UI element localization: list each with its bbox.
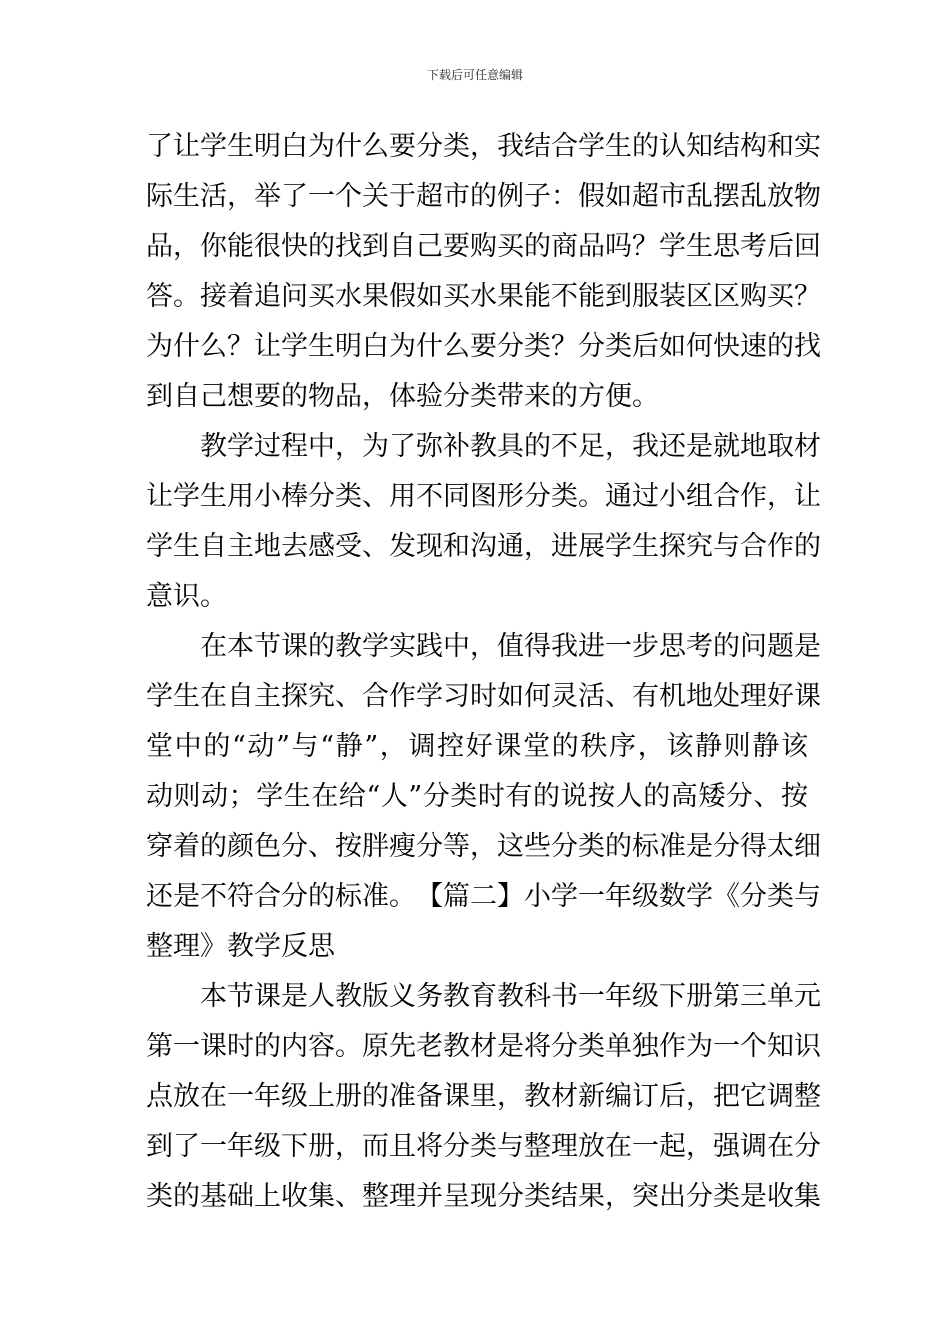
text-line: 教学过程中，为了弥补教具的不足，我还是就地取材	[200, 431, 821, 462]
text-line: 第一课时的内容。原先老教材是将分类单独作为一个知识	[146, 1031, 821, 1062]
text-line: 学生在自主探究、合作学习时如何灵活、有机地处理好课	[146, 681, 821, 712]
text-line: 意识。	[146, 581, 227, 612]
text-line: 了让学生明白为什么要分类，我结合学生的认知结构和实	[146, 131, 821, 162]
text-line: 堂中的“动”与“静”，调控好课堂的秩序，该静则静该	[146, 731, 808, 762]
text-line: 为什么？让学生明白为什么要分类？分类后如何快速的找	[146, 331, 821, 362]
text-line: 让学生用小棒分类、用不同图形分类。通过小组合作，让	[146, 481, 821, 512]
text-line: 在本节课的教学实践中，值得我进一步思考的问题是	[200, 631, 821, 662]
body-text	[146, 122, 821, 1222]
text-line: 品，你能很快的找到自己要购买的商品吗？学生思考后回	[146, 231, 821, 262]
text-line: 整理》教学反思	[146, 931, 335, 962]
header-note: 下载后可任意编辑	[426, 68, 523, 82]
text-line: 动则动；学生在给“人”分类时有的说按人的高矮分、按	[146, 781, 808, 812]
text-line: 学生自主地去感受、发现和沟通，进展学生探究与合作的	[146, 531, 821, 562]
text-line: 到了一年级下册，而且将分类与整理放在一起，强调在分	[146, 1131, 821, 1162]
text-line: 类的基础上收集、整理并呈现分类结果，突出分类是收集	[146, 1181, 821, 1212]
text-line: 穿着的颜色分、按胖瘦分等，这些分类的标准是分得太细	[146, 831, 821, 862]
text-line: 还是不符合分的标准。 【篇二】小学一年级数学《分类与	[146, 881, 821, 912]
text-line: 际生活，举了一个关于超市的例子：假如超市乱摆乱放物	[146, 181, 821, 212]
text-line: 答。接着追问买水果假如买水果能不能到服装区区购买？	[146, 281, 821, 312]
text-line: 点放在一年级上册的准备课里，教材新编订后，把它调整	[146, 1081, 821, 1112]
text-line: 到自己想要的物品，体验分类带来的方便。	[146, 381, 659, 412]
text-line: 本节课是人教版义务教育教科书一年级下册第三单元	[200, 981, 821, 1012]
